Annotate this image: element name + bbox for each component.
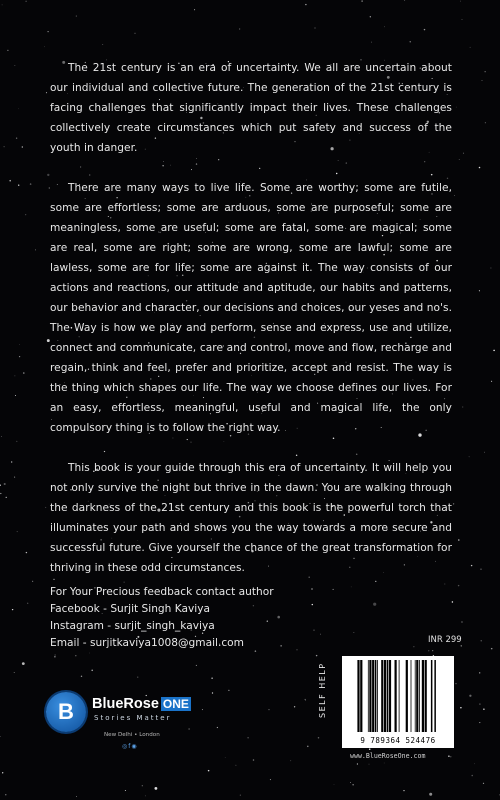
price-label: INR 299 <box>428 635 462 645</box>
author-contact <box>50 584 274 652</box>
back-cover-blurb <box>50 58 452 598</box>
publisher-name <box>92 696 191 712</box>
publisher-cities: New Delhi • London <box>104 732 160 738</box>
publisher-tagline: Stories Matter <box>94 714 172 722</box>
publisher-logo <box>42 686 202 766</box>
category-label: SELF HELP <box>318 662 327 718</box>
social-icons: ◎f◉ <box>122 743 138 750</box>
contact-instagram: Instagram - surjit_singh_kaviya <box>50 620 215 632</box>
logo-letter: B <box>58 699 74 724</box>
blurb-paragraph-3: This book is your guide through this era of uncertainty. It will help you not only survive the night but thrive in the dawn. You are walking through the darkness of the 21st century and this book is the powerful torch that illuminates your path and shows you the way towards a more secure and successful future. Give yourself the chance of the great transformation for thriving in these odd circumstances. <box>50 462 452 574</box>
barcode-icon <box>356 660 440 734</box>
contact-facebook: Facebook - Surjit Singh Kaviya <box>50 603 210 615</box>
publisher-name-suffix: ONE <box>162 697 189 711</box>
bluerose-logo-icon <box>46 692 86 732</box>
contact-heading: For Your Precious feedback contact author <box>50 586 274 598</box>
publisher-name-main: BlueRose <box>92 696 159 712</box>
isbn-number: 9 789364 524476 <box>360 736 436 745</box>
publisher-website: www.BlueRoseOne.com <box>350 752 426 760</box>
contact-email: Email - surjitkaviya1008@gmail.com <box>50 637 244 649</box>
isbn-barcode <box>342 656 454 748</box>
blurb-paragraph-1: The 21st century is an era of uncertainty. We all are uncertain about our individual and collective future. The generation of the 21st century is facing challenges that significantly impact their lives. These challenges collectively create circumstances which put safety and success of the youth in danger. <box>50 62 452 154</box>
blurb-paragraph-2: There are many ways to live life. Some are worthy; some are futile, some are effortless; some are arduous, some are purposeful; some are meaningless, some are useful; some are fatal, some are magical; some are real, some are right; some are wrong, some are lawful; some are lawless, some are for life; some are against it. The way consists of our actions and reactions, our attitude and aptitude, our habits and patterns, our behavior and character, our decisions and choices, our yeses and no's. The Way is how we play and perform, sense and express, use and utilize, connect and communicate, care and control, move and flow, recharge and regain, think and feel, prefer and prioritize, accept and resist. The way is the thing which shapes our life. The way we choose defines our lives. For an easy, effortless, meaningful, useful and magical life, the only compulsory thing is to follow the right way. <box>50 182 452 434</box>
